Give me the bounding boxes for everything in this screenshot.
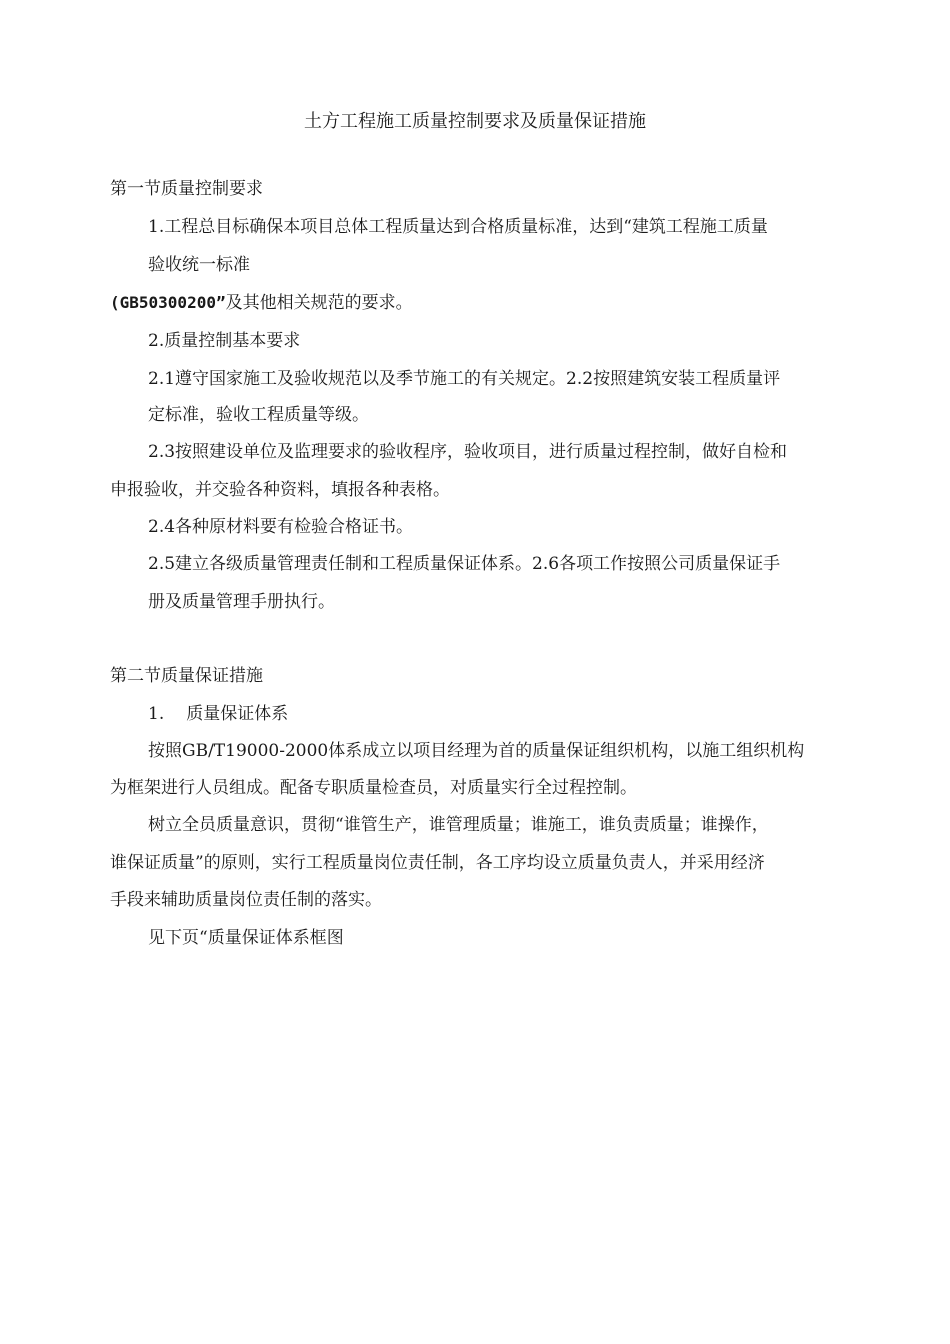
section2-heading: 第二节质量保证措施 [110,666,263,686]
document-title: 土方工程施工质量控制要求及质量保证措施 [304,111,646,132]
section2-item-number: 1. [148,704,165,724]
section2-p2-line1: 树立全员质量意识，贯彻“谁管生产，谁管理质量；谁施工，谁负责质量；谁操作， [148,815,769,835]
section1-p4-line2: 申报验收，并交验各种资料，填报各种表格。 [110,480,450,500]
section2-p3: 见下页“质量保证体系框图 [148,928,344,948]
section1-p4-line1: 2.3按照建设单位及监理要求的验收程序，验收项目，进行质量过程控制，做好自检和 [148,442,788,462]
section1-p3-line1: 2.1遵守国家施工及验收规范以及季节施工的有关规定。2.2按照建筑安装工程质量评 [148,369,781,389]
section1-p1-line3-rest: 及其他相关规范的要求。 [225,293,413,313]
section1-p6-line1: 2.5建立各级质量管理责任制和工程质量保证体系。2.6各项工作按照公司质量保证手 [148,554,781,574]
section1-p1-line1: 1.工程总目标确保本项目总体工程质量达到合格质量标准，达到“建筑工程施工质量 [148,217,768,237]
section2-p1-line1: 按照GB/T19000-2000体系成立以项目经理为首的质量保证组织机构，以施工组织机构 [148,741,805,761]
section2-p2-line2: 谁保证质量”的原则，实行工程质量岗位责任制，各工序均设立质量负责人，并采用经济 [110,853,765,873]
section1-p1-line3 [110,291,413,315]
section1-p5: 2.4各种原材料要有检验合格证书。 [148,517,414,537]
standard-code: (GB50300200” [110,293,226,312]
section2-item [148,702,288,726]
section1-p2: 2.质量控制基本要求 [148,331,301,351]
section2-item-label: 质量保证体系 [186,704,289,724]
section1-heading: 第一节质量控制要求 [110,179,263,199]
section1-p3-line2: 定标准，验收工程质量等级。 [148,405,369,425]
section1-p6-line2: 册及质量管理手册执行。 [148,592,335,612]
section2-p1-line2: 为框架进行人员组成。配备专职质量检查员，对质量实行全过程控制。 [110,778,637,798]
section1-p1-line2: 验收统一标准 [148,255,250,275]
section2-p2-line3: 手段来辅助质量岗位责任制的落实。 [110,890,382,910]
